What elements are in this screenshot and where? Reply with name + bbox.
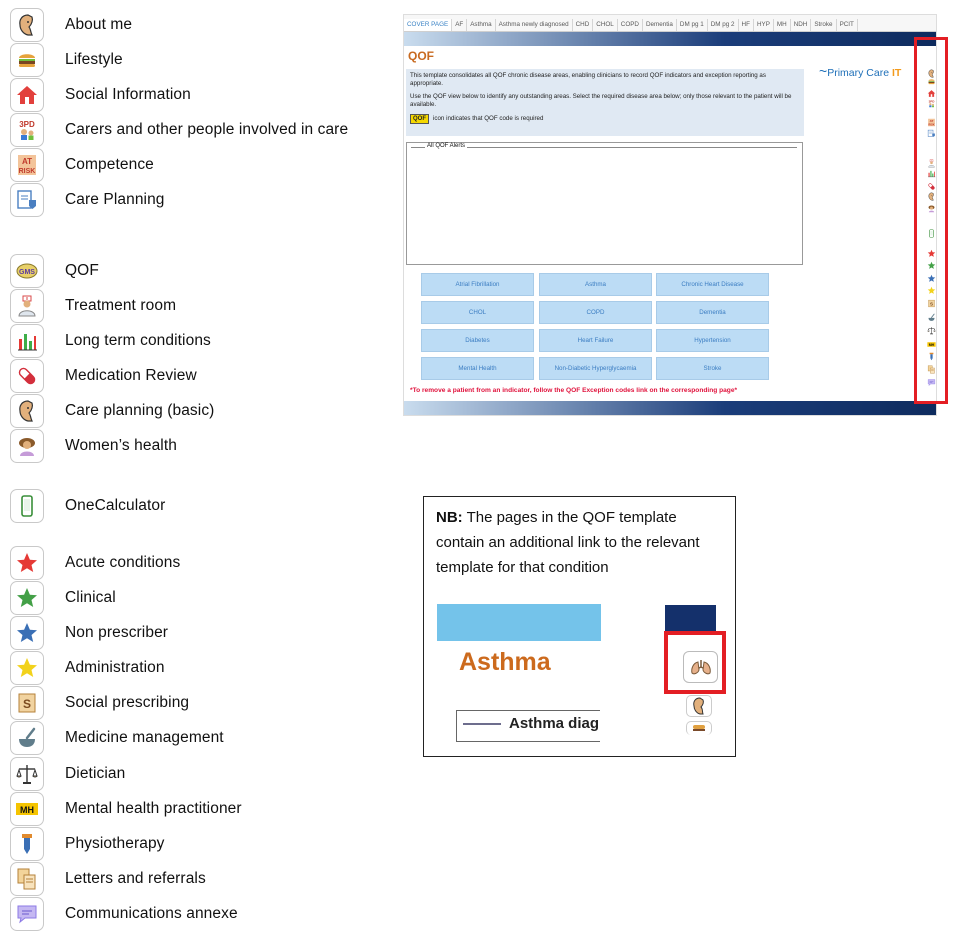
legend-row — [10, 580, 116, 616]
qof-info-panel — [406, 69, 804, 136]
legend-label: Physiotherapy — [65, 835, 165, 852]
letters-icon — [10, 862, 44, 896]
asthma-header-bar — [437, 604, 601, 641]
nb-text — [436, 505, 726, 580]
disease-button-stroke[interactable]: Stroke — [656, 357, 769, 380]
svg-text:AT: AT — [21, 157, 33, 166]
tab-dementia[interactable]: Dementia — [643, 19, 677, 31]
legend-label: Care planning (basic) — [65, 402, 215, 419]
legend-row — [10, 488, 165, 524]
pill-icon — [10, 359, 44, 393]
tab-asthma[interactable]: Asthma — [467, 19, 495, 31]
scales-icon — [10, 757, 44, 791]
legend-row — [10, 253, 99, 289]
disease-button-chol[interactable]: CHOL — [421, 301, 534, 324]
legend-label: QOF — [65, 262, 99, 279]
svg-text:S: S — [22, 697, 32, 711]
svg-text:GMS: GMS — [19, 269, 35, 276]
tab-chol[interactable]: CHOL — [593, 19, 618, 31]
legend-row — [10, 147, 154, 183]
disease-button-diabetes[interactable]: Diabetes — [421, 329, 534, 352]
svg-text:RISK: RISK — [18, 168, 36, 175]
nb-body: The pages in the QOF template contain an additional link to the relevant template for that condition — [436, 509, 700, 576]
qof-alerts-label: All QOF Alerts — [427, 143, 466, 149]
star-yellow-icon — [10, 651, 44, 685]
footer-gradient-bar — [404, 401, 937, 415]
legend-label: Long term conditions — [65, 332, 211, 349]
legend-label: Non prescriber — [65, 624, 169, 641]
tab-pcit[interactable]: PCIT — [837, 19, 858, 31]
legend-label: Medication Review — [65, 367, 197, 384]
alerts-divider — [411, 147, 797, 148]
house-icon — [10, 78, 44, 112]
legend-row — [10, 720, 224, 756]
nb-callout-box — [423, 496, 736, 757]
star-green-icon — [10, 581, 44, 615]
legend-row — [10, 358, 197, 394]
primary-care-it-logo: ~Primary Care IT — [819, 63, 902, 79]
physio-tool-icon — [10, 827, 44, 861]
legend-row — [10, 288, 176, 324]
gms-qof-icon — [10, 254, 44, 288]
disease-button-mental-health[interactable]: Mental Health — [421, 357, 534, 380]
disease-button-asthma[interactable]: Asthma — [539, 273, 652, 296]
asthma-diagnosis-label: Asthma diag — [509, 715, 600, 732]
logo-text: Primary Care — [827, 67, 890, 79]
legend-label: About me — [65, 16, 133, 33]
crop-mask — [600, 702, 620, 752]
svg-text:AT: AT — [929, 119, 934, 124]
tab-mh[interactable]: MH — [774, 19, 791, 31]
legend-label: Care Planning — [65, 191, 165, 208]
legend-row — [10, 182, 165, 218]
legend-row — [10, 650, 165, 686]
legend-row — [10, 826, 165, 862]
tab-ndh[interactable]: NDH — [791, 19, 812, 31]
legend-label: Women’s health — [65, 437, 177, 454]
tab-asthma-newly-diagnosed[interactable]: Asthma newly diagnosed — [496, 19, 573, 31]
tab-af[interactable]: AF — [452, 19, 467, 31]
disease-button-heart-failure[interactable]: Heart Failure — [539, 329, 652, 352]
legend-label: Social Information — [65, 86, 191, 103]
svg-text:RISK: RISK — [928, 123, 935, 127]
logo-it-text: IT — [891, 67, 902, 79]
legend-label: Administration — [65, 659, 165, 676]
legend-label: Medicine management — [65, 729, 224, 746]
qof-badge-icon: QOF — [410, 114, 429, 124]
tab-dm-pg-2[interactable]: DM pg 2 — [708, 19, 739, 31]
qof-tab-bar — [404, 15, 937, 32]
legend-row — [10, 791, 242, 827]
disease-button-hypertension[interactable]: Hypertension — [656, 329, 769, 352]
tab-chd[interactable]: CHD — [573, 19, 594, 31]
star-blue-icon — [10, 616, 44, 650]
qof-template-screenshot — [403, 14, 937, 416]
svg-text:3PD: 3PD — [19, 120, 35, 129]
legend-label: Clinical — [65, 589, 116, 606]
tab-copd[interactable]: COPD — [618, 19, 643, 31]
legend-row — [10, 7, 132, 43]
at-risk-icon — [10, 148, 44, 182]
mh-badge-icon — [10, 792, 44, 826]
icon-strip-highlight — [914, 37, 948, 404]
qof-page-title: QOF — [408, 49, 434, 63]
disease-button-atrial-fibrillation[interactable]: Atrial Fibrillation — [421, 273, 534, 296]
disease-button-dementia[interactable]: Dementia — [656, 301, 769, 324]
bar-chart-icon — [10, 324, 44, 358]
legend-row — [10, 545, 180, 581]
qof-info-text-2: Use the QOF view below to identify any outstanding areas. Select the required disease area below; only those relevant to the patient will be available. — [410, 93, 792, 108]
legend-label: Letters and referrals — [65, 870, 206, 887]
tab-dm-pg-1[interactable]: DM pg 1 — [677, 19, 708, 31]
mortar-pestle-icon — [10, 721, 44, 755]
legend-row — [10, 77, 191, 113]
lungs-link-highlight — [664, 631, 726, 694]
face-profile-icon[interactable] — [686, 695, 712, 717]
legend-row — [10, 861, 206, 897]
tab-hf[interactable]: HF — [739, 19, 754, 31]
legend-row — [10, 428, 177, 464]
face-profile-icon — [10, 8, 44, 42]
tab-cover-page[interactable]: COVER PAGE — [404, 19, 452, 31]
svg-text:MH: MH — [20, 805, 34, 815]
tab-hyp[interactable]: HYP — [754, 19, 774, 31]
legend-row — [10, 112, 348, 148]
legend-row — [10, 42, 123, 78]
asthma-navy-bar — [665, 605, 716, 633]
social-prescribing-icon — [10, 686, 44, 720]
exception-warning-text: *To remove a patient from an indicator, follow the QOF Exception codes link on the corresponding page* — [410, 387, 738, 394]
legend-label: Acute conditions — [65, 554, 181, 571]
legend-label: Lifestyle — [65, 51, 123, 68]
nb-label: NB: — [436, 509, 463, 526]
woman-icon — [10, 429, 44, 463]
legend-row — [10, 393, 214, 429]
svg-text:MH: MH — [928, 343, 935, 347]
legend-row — [10, 685, 189, 721]
qof-info-text-1: This template consolidates all QOF chronic disease areas, enabling clinicians to record QOF indicators and exception reporting as appropriate. — [410, 72, 766, 87]
disease-button-non-diabetic-hyperglycaemia[interactable]: Non-Diabetic Hyperglycaemia — [539, 357, 652, 380]
legend-row — [10, 323, 211, 359]
legend-row — [10, 615, 168, 651]
legend-label: Social prescribing — [65, 694, 190, 711]
qof-alerts-panel — [406, 142, 803, 265]
qof-badge-caption: icon indicates that QOF code is required — [433, 115, 544, 122]
legend-row — [10, 896, 238, 932]
legend-label: Mental health practitioner — [65, 800, 242, 817]
legend-label: Communications annexe — [65, 905, 238, 922]
disease-button-chronic-heart-disease[interactable]: Chronic Heart Disease — [656, 273, 769, 296]
svg-text:S: S — [929, 301, 934, 307]
asthma-diagnosis-group — [456, 710, 602, 742]
legend-label: OneCalculator — [65, 497, 166, 514]
legend-label: Treatment room — [65, 297, 177, 314]
field-divider — [463, 723, 501, 725]
legend-label: Dietician — [65, 765, 126, 782]
nurse-icon — [10, 289, 44, 323]
burger-icon — [10, 43, 44, 77]
legend-label: Carers and other people involved in care — [65, 121, 349, 138]
care-plan-document-icon — [10, 183, 44, 217]
legend-label: Competence — [65, 156, 154, 173]
svg-text:3PD: 3PD — [928, 99, 935, 104]
legend-row — [10, 756, 125, 792]
tab-stroke[interactable]: Stroke — [811, 19, 836, 31]
chat-bubble-icon — [10, 897, 44, 931]
qof-info-text-3 — [410, 114, 800, 124]
header-gradient-bar — [404, 32, 937, 46]
face-profile-icon — [10, 394, 44, 428]
star-red-icon — [10, 546, 44, 580]
disease-button-copd[interactable]: COPD — [539, 301, 652, 324]
asthma-page-title: Asthma — [459, 648, 551, 676]
phone-calculator-icon — [10, 489, 44, 523]
carer-3pd-icon — [10, 113, 44, 147]
burger-icon[interactable] — [686, 721, 712, 735]
